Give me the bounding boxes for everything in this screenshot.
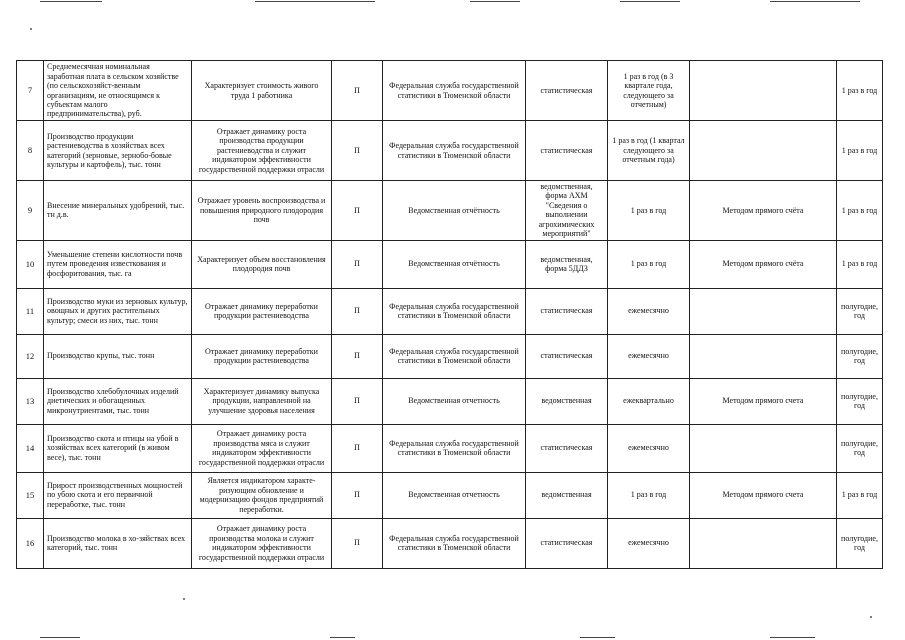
reporting-period-cell: 1 раз в год (в 3 квартале года, следующего за отчетным) (608, 61, 690, 121)
indicator-type-cell: П (332, 121, 383, 181)
data-source-cell: Федеральная служба государственной статистики в Тюменской области (383, 61, 526, 121)
indicator-characteristic-cell: Отражает динамику роста производства продукции растениеводства и служит индикатором эффективности государственной поддержки отрасли (192, 121, 332, 181)
calculation-method-cell: Методом прямого счета (690, 378, 837, 424)
report-form-cell: ведомственная (526, 378, 608, 424)
data-source-cell: Ведомственная отчётность (383, 240, 526, 288)
report-form-cell: статистическая (526, 121, 608, 181)
reporting-period-cell: 1 раз в год (608, 472, 690, 518)
table-row (17, 240, 883, 288)
indicator-characteristic-cell: Характеризует объем восстановления плодородия почв (192, 240, 332, 288)
calculation-method-cell (690, 288, 837, 334)
evaluation-frequency-cell: полугодие, год (837, 334, 883, 378)
table-row (17, 181, 883, 241)
report-form-cell: статистическая (526, 518, 608, 568)
indicator-type-cell: П (332, 240, 383, 288)
table-row (17, 288, 883, 334)
data-source-cell: Федеральная служба государственной статистики в Тюменской области (383, 424, 526, 472)
data-source-cell: Федеральная служба государственной статистики в Тюменской области (383, 288, 526, 334)
row-number-cell: 10 (17, 240, 44, 288)
evaluation-frequency-cell: полугодие, год (837, 378, 883, 424)
reporting-period-cell: 1 раз в год (608, 240, 690, 288)
evaluation-frequency-cell: полугодие, год (837, 288, 883, 334)
indicators-table (16, 60, 883, 569)
scan-edge-line (470, 1, 520, 2)
reporting-period-cell: 1 раз в год (608, 181, 690, 241)
data-source-cell: Федеральная служба государственной статистики в Тюменской области (383, 518, 526, 568)
scan-edge-line (770, 637, 815, 638)
indicator-type-cell: П (332, 61, 383, 121)
data-source-cell: Ведомственная отчетность (383, 472, 526, 518)
row-number-cell: 9 (17, 181, 44, 241)
indicator-characteristic-cell: Отражает динамику роста производства молока и служит индикатором эффективности государственной поддержки отрасли (192, 518, 332, 568)
calculation-method-cell (690, 61, 837, 121)
reporting-period-cell: ежемесячно (608, 288, 690, 334)
indicator-type-cell: П (332, 518, 383, 568)
calculation-method-cell: Методом прямого счёта (690, 240, 837, 288)
indicator-type-cell: П (332, 424, 383, 472)
report-form-cell: статистическая (526, 288, 608, 334)
reporting-period-cell: ежеквартально (608, 378, 690, 424)
scan-edge-line (770, 1, 860, 2)
indicator-type-cell: П (332, 181, 383, 241)
report-form-cell: ведомственная, форма АХМ "Сведения о выполнении агрохимических мероприятий" (526, 181, 608, 241)
table-row (17, 121, 883, 181)
indicator-characteristic-cell: Является индикатором характе-ризующим обновление и модернизацию фондов предприятий переработки. (192, 472, 332, 518)
indicator-name-cell: Уменьшение степени кислотности почв путем проведения известкования и фосфоритования, тыс. га (44, 240, 192, 288)
row-number-cell: 8 (17, 121, 44, 181)
scan-speck (30, 28, 32, 30)
row-number-cell: 15 (17, 472, 44, 518)
indicator-characteristic-cell: Характеризует стоимость живого труда 1 работника (192, 61, 332, 121)
calculation-method-cell (690, 424, 837, 472)
indicator-type-cell: П (332, 472, 383, 518)
indicator-name-cell: Производство крупы, тыс. тонн (44, 334, 192, 378)
calculation-method-cell: Методом прямого счета (690, 472, 837, 518)
calculation-method-cell (690, 121, 837, 181)
evaluation-frequency-cell: 1 раз в год (837, 121, 883, 181)
table-row (17, 518, 883, 568)
indicator-type-cell: П (332, 334, 383, 378)
table-row (17, 61, 883, 121)
scan-speck (183, 598, 185, 600)
indicator-name-cell: Среднемесячная номинальная заработная плата в сельском хозяйстве (по сельскохозяйст-венным организациям, не относящимся к субъектам малого предпринимательства), руб. (44, 61, 192, 121)
table-row (17, 424, 883, 472)
reporting-period-cell: ежемесячно (608, 518, 690, 568)
table-row (17, 472, 883, 518)
row-number-cell: 14 (17, 424, 44, 472)
evaluation-frequency-cell: полугодие, год (837, 424, 883, 472)
indicator-name-cell: Производство хлебобулочных изделий диетических и обогащенных микронутриентами, тыс. тонн (44, 378, 192, 424)
row-number-cell: 12 (17, 334, 44, 378)
indicator-name-cell: Прирост производственных мощностей по убою скота и его первичной переработке, тыс. тонн (44, 472, 192, 518)
reporting-period-cell: ежемесячно (608, 424, 690, 472)
scan-edge-line (40, 637, 80, 638)
indicator-type-cell: П (332, 378, 383, 424)
indicator-characteristic-cell: Отражает динамику переработки продукции растениеводства (192, 334, 332, 378)
report-form-cell: статистическая (526, 61, 608, 121)
report-form-cell: ведомственная (526, 472, 608, 518)
evaluation-frequency-cell: 1 раз в год (837, 181, 883, 241)
indicator-characteristic-cell: Характеризует динамику выпуска продукции, направленной на улучшение здоровья населения (192, 378, 332, 424)
scan-edge-line (40, 1, 102, 2)
indicator-characteristic-cell: Отражает динамику переработки продукции растениеводства (192, 288, 332, 334)
scan-edge-line (580, 637, 615, 638)
table-row (17, 378, 883, 424)
calculation-method-cell: Методом прямого счёта (690, 181, 837, 241)
scan-edge-line (255, 1, 375, 2)
table-row (17, 334, 883, 378)
indicator-characteristic-cell: Отражает динамику роста производства мяса и служит индикатором эффективности государственной поддержки отрасли (192, 424, 332, 472)
report-form-cell: статистическая (526, 424, 608, 472)
table-body (17, 61, 883, 569)
indicator-name-cell: Производство молока в хо-зяйствах всех категорий, тыс. тонн (44, 518, 192, 568)
data-source-cell: Федеральная служба государственной статистики в Тюменской области (383, 334, 526, 378)
data-source-cell: Ведомственная отчетность (383, 378, 526, 424)
row-number-cell: 11 (17, 288, 44, 334)
indicator-name-cell: Производство скота и птицы на убой в хозяйствах всех категорий (в живом весе), тыс. тонн (44, 424, 192, 472)
data-source-cell: Ведомственная отчётность (383, 181, 526, 241)
evaluation-frequency-cell: 1 раз в год (837, 240, 883, 288)
row-number-cell: 16 (17, 518, 44, 568)
report-form-cell: ведомственная, форма 5ДДЗ (526, 240, 608, 288)
evaluation-frequency-cell: 1 раз в год (837, 61, 883, 121)
indicator-type-cell: П (332, 288, 383, 334)
indicator-name-cell: Производство муки из зерновых культур, овощных и других растительных культур; смеси из них, тыс. тонн (44, 288, 192, 334)
data-source-cell: Федеральная служба государственной статистики в Тюменской области (383, 121, 526, 181)
scan-speck (870, 616, 872, 618)
reporting-period-cell: 1 раз в год (1 квартал следующего за отчетным года) (608, 121, 690, 181)
calculation-method-cell (690, 518, 837, 568)
indicator-characteristic-cell: Отражает уровень воспроизводства и повышения природного плодородия почв (192, 181, 332, 241)
scan-edge-line (330, 637, 355, 638)
evaluation-frequency-cell: 1 раз в год (837, 472, 883, 518)
indicator-name-cell: Внесение минеральных удобрений, тыс. тн д.в. (44, 181, 192, 241)
indicator-name-cell: Производство продукции растениеводства в хозяйствах всех категорий (зерновые, зернобо-бовые культуры и картофель), тыс. тонн (44, 121, 192, 181)
report-form-cell: статистическая (526, 334, 608, 378)
evaluation-frequency-cell: полугодие, год (837, 518, 883, 568)
row-number-cell: 13 (17, 378, 44, 424)
reporting-period-cell: ежемесячно (608, 334, 690, 378)
scan-edge-line (620, 1, 680, 2)
calculation-method-cell (690, 334, 837, 378)
row-number-cell: 7 (17, 61, 44, 121)
